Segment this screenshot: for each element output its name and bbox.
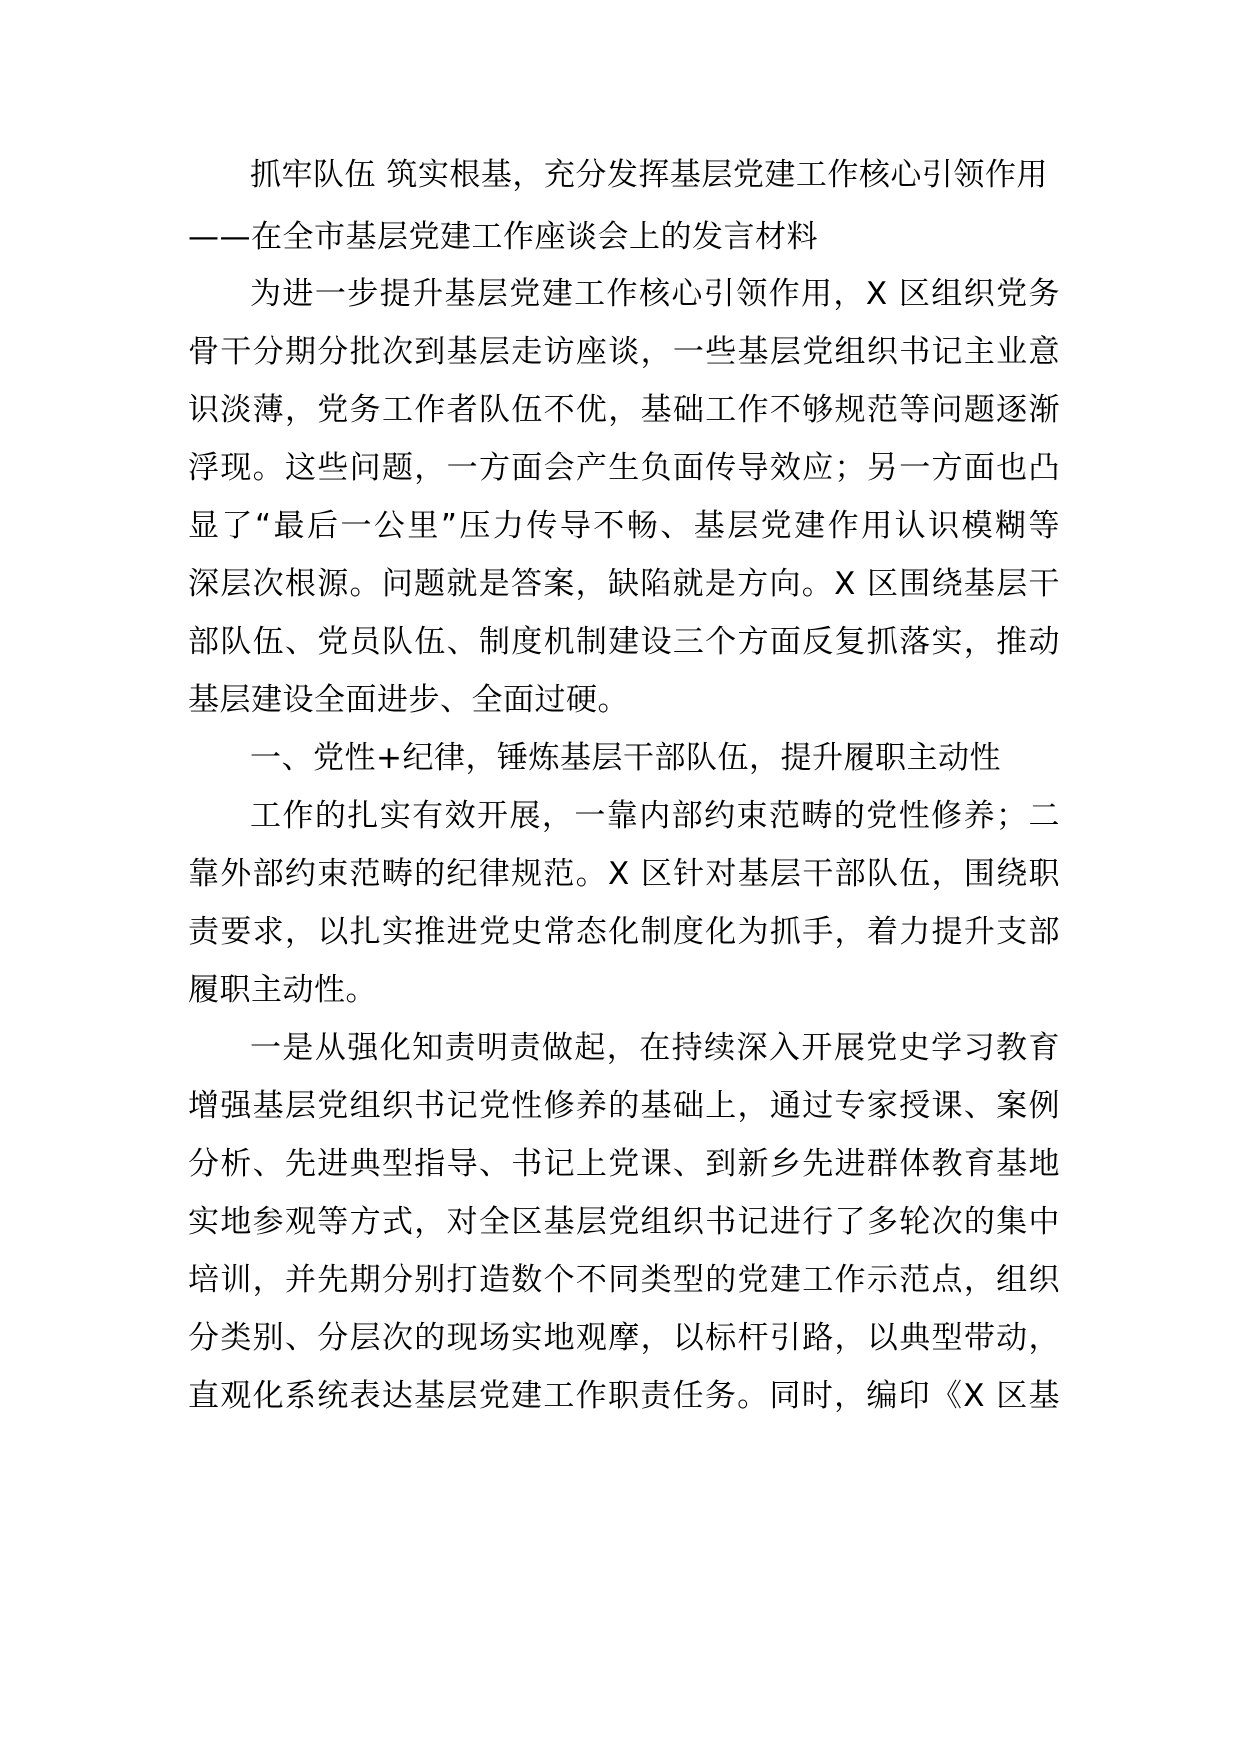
paragraph-line: 实地参观等方式，对全区基层党组织书记进行了多轮次的集中 [188, 1204, 1060, 1240]
paragraph-line: 工作的扎实有效开展，一靠内部约束范畴的党性修养；二 [250, 798, 1060, 834]
paragraph-line: 显了“最后一公里”压力传导不畅、基层党建作用认识模糊等 [188, 508, 1060, 544]
paragraph-line: 部队伍、党员队伍、制度机制建设三个方面反复抓落实，推动 [188, 624, 1060, 660]
paragraph-line: 靠外部约束范畴的纪律规范。X 区针对基层干部队伍，围绕职 [188, 856, 1060, 892]
section-heading: 一、党性+纪律，锤炼基层干部队伍，提升履职主动性 [250, 740, 1001, 776]
paragraph-line: 培训，并先期分别打造数个不同类型的党建工作示范点，组织 [188, 1262, 1060, 1298]
paragraph-line: 骨干分期分批次到基层走访座谈，一些基层党组织书记主业意 [188, 334, 1060, 370]
paragraph-line: 识淡薄，党务工作者队伍不优，基础工作不够规范等问题逐渐 [188, 392, 1060, 428]
paragraph-line: 增强基层党组织书记党性修养的基础上，通过专家授课、案例 [188, 1088, 1060, 1124]
paragraph-line: 直观化系统表达基层党建工作职责任务。同时，编印《X 区基 [188, 1378, 1060, 1414]
paragraph-line: 履职主动性。 [188, 972, 377, 1008]
document-subtitle: ——在全市基层党建工作座谈会上的发言材料 [188, 219, 818, 255]
paragraph-line: 基层建设全面进步、全面过硬。 [188, 682, 629, 718]
paragraph-line: 一是从强化知责明责做起，在持续深入开展党史学习教育 [250, 1030, 1060, 1066]
paragraph-line: 深层次根源。问题就是答案，缺陷就是方向。X 区围绕基层干 [188, 566, 1060, 602]
paragraph-line: 为进一步提升基层党建工作核心引领作用，X 区组织党务 [250, 276, 1060, 312]
paragraph-line: 分类别、分层次的现场实地观摩，以标杆引路，以典型带动， [188, 1320, 1060, 1356]
paragraph-line: 责要求，以扎实推进党史常态化制度化为抓手，着力提升支部 [188, 914, 1060, 950]
paragraph-line: 浮现。这些问题，一方面会产生负面传导效应；另一方面也凸 [188, 450, 1060, 486]
paragraph-line: 分析、先进典型指导、书记上党课、到新乡先进群体教育基地 [188, 1146, 1060, 1182]
document-title: 抓牢队伍 筑实根基，充分发挥基层党建工作核心引领作用 [250, 157, 1048, 193]
